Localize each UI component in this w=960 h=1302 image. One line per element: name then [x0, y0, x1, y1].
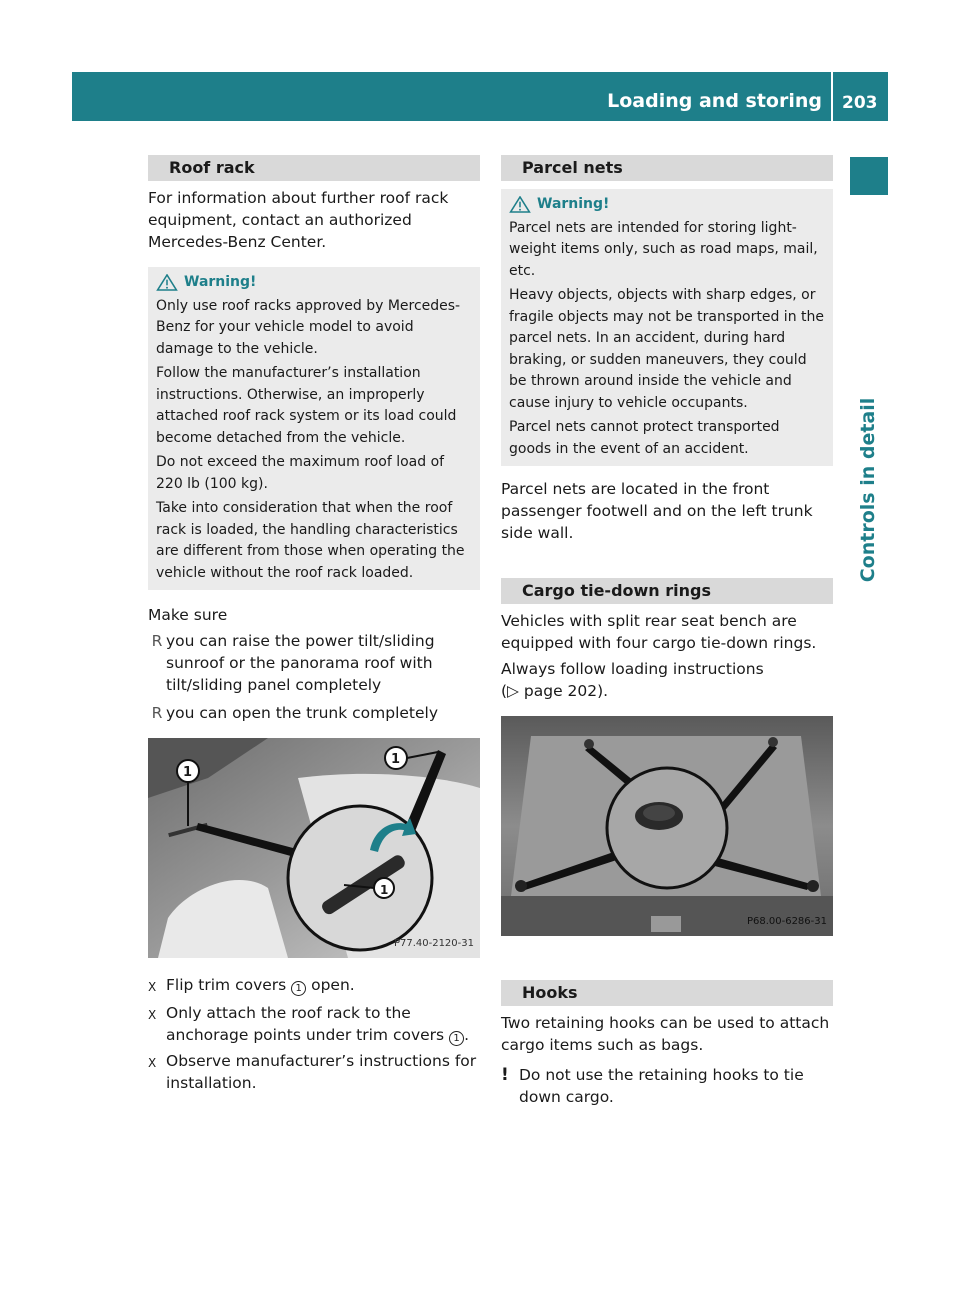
make-sure-label: Make sure	[148, 606, 228, 624]
step-text-part: Flip trim covers	[166, 976, 292, 994]
bullet-marker: R	[151, 632, 163, 650]
instruction-step	[148, 1050, 480, 1094]
step-arrow-icon: X	[148, 1056, 157, 1070]
page-number: 203	[842, 93, 878, 113]
bullet-item	[148, 630, 480, 696]
warning-paragraph: Follow the manufacturer’s installation instructions. Otherwise, an improperly attached roof rack system or its load could become detached from the vehicle.	[156, 365, 457, 446]
bullet-item	[148, 702, 480, 724]
warning-paragraph: Do not exceed the maximum roof load of 220 lb (100 kg).	[156, 454, 445, 492]
side-tab-marker	[850, 157, 888, 195]
callout-number: 1	[391, 752, 401, 767]
section-heading-parcel-nets: Parcel nets	[501, 155, 833, 181]
step-text-part: Only attach the roof rack to the anchorage points under trim covers	[166, 1004, 450, 1044]
bullet-text: you can raise the power tilt/sliding sunroof or the panorama roof with tilt/sliding panel completely	[166, 632, 435, 694]
warning-triangle-icon	[509, 196, 531, 213]
step-text	[166, 974, 355, 998]
step-arrow-icon: X	[148, 980, 157, 994]
header-separator	[831, 72, 833, 121]
callout-number: 1	[380, 883, 389, 897]
warning-paragraph: Heavy objects, objects with sharp edges, or fragile objects may not be transported in the parcel nets. In an accident, during hard braking, or sudden maneuvers, they could be thrown around inside the vehicle and cause injury to vehicle occupants.	[509, 287, 824, 411]
warning-header	[509, 194, 825, 216]
step-text-part: open.	[306, 976, 355, 994]
note-exclamation-icon: !	[501, 1065, 509, 1085]
callout-circle-icon: 1	[291, 981, 306, 996]
chapter-side-label: Controls in detail	[857, 397, 879, 583]
warning-paragraph: Parcel nets cannot protect transported goods in the event of an accident.	[509, 419, 780, 457]
warning-header	[156, 272, 472, 294]
warning-paragraph: Take into consideration that when the roof rack is loaded, the handling characteristics are different from those when operating the vehicle without the roof rack loaded.	[156, 500, 465, 581]
cargo-paragraph: Vehicles with split rear seat bench are equipped with four cargo tie-down rings.	[501, 612, 817, 652]
warning-triangle-icon	[156, 274, 178, 291]
roof-rack-intro: For information about further roof rack equipment, contact an authorized Mercedes-Benz Center.	[148, 189, 449, 251]
bullet-text: you can open the trunk completely	[166, 704, 439, 722]
warning-paragraph: Only use roof racks approved by Mercedes-Benz for your vehicle model to avoid damage to the vehicle.	[156, 297, 461, 357]
cargo-paragraph: Always follow loading instructions	[501, 660, 764, 678]
roof-rack-figure	[148, 738, 480, 958]
hooks-paragraph: Two retaining hooks can be used to attach cargo items such as bags.	[501, 1014, 830, 1054]
section-heading-roof-rack: Roof rack	[148, 155, 480, 181]
step-text-part: .	[464, 1026, 469, 1044]
parcel-nets-body: Parcel nets are located in the front passenger footwell and on the left trunk side wall.	[501, 480, 813, 542]
callout-number: 1	[183, 765, 193, 780]
warning-title: Warning!	[537, 196, 610, 212]
step-text	[166, 1002, 480, 1046]
section-heading-hooks: Hooks	[501, 980, 833, 1006]
callout-circle-icon: 1	[449, 1031, 464, 1046]
warning-title: Warning!	[184, 274, 257, 290]
step-arrow-icon: X	[148, 1008, 157, 1022]
instruction-step	[148, 974, 480, 998]
note-text: Do not use the retaining hooks to tie down cargo.	[519, 1066, 804, 1106]
right-column	[501, 155, 833, 1108]
cargo-rings-figure	[501, 716, 833, 936]
figure-code: P77.40-2120-31	[393, 938, 474, 949]
bullet-marker: R	[151, 704, 163, 722]
section-heading-cargo-rings: Cargo tie-down rings	[501, 578, 833, 604]
figure-code: P68.00-6286-31	[746, 916, 827, 927]
warning-paragraph: Parcel nets are intended for storing light-weight items only, such as road maps, mail, etc.	[509, 219, 818, 279]
left-column	[148, 155, 480, 1098]
instruction-step	[148, 1002, 480, 1046]
trunk-tie-down-illustration	[501, 716, 833, 936]
roof-trim-cover-illustration	[148, 738, 480, 958]
step-text: Observe manufacturer’s instructions for installation.	[166, 1052, 477, 1092]
page-section-title: Loading and storing	[607, 90, 822, 112]
page-reference: (▷ page 202).	[501, 682, 609, 700]
roof-rack-warning-box	[148, 267, 480, 590]
hooks-note	[501, 1064, 833, 1108]
parcel-nets-warning-box	[501, 189, 833, 466]
